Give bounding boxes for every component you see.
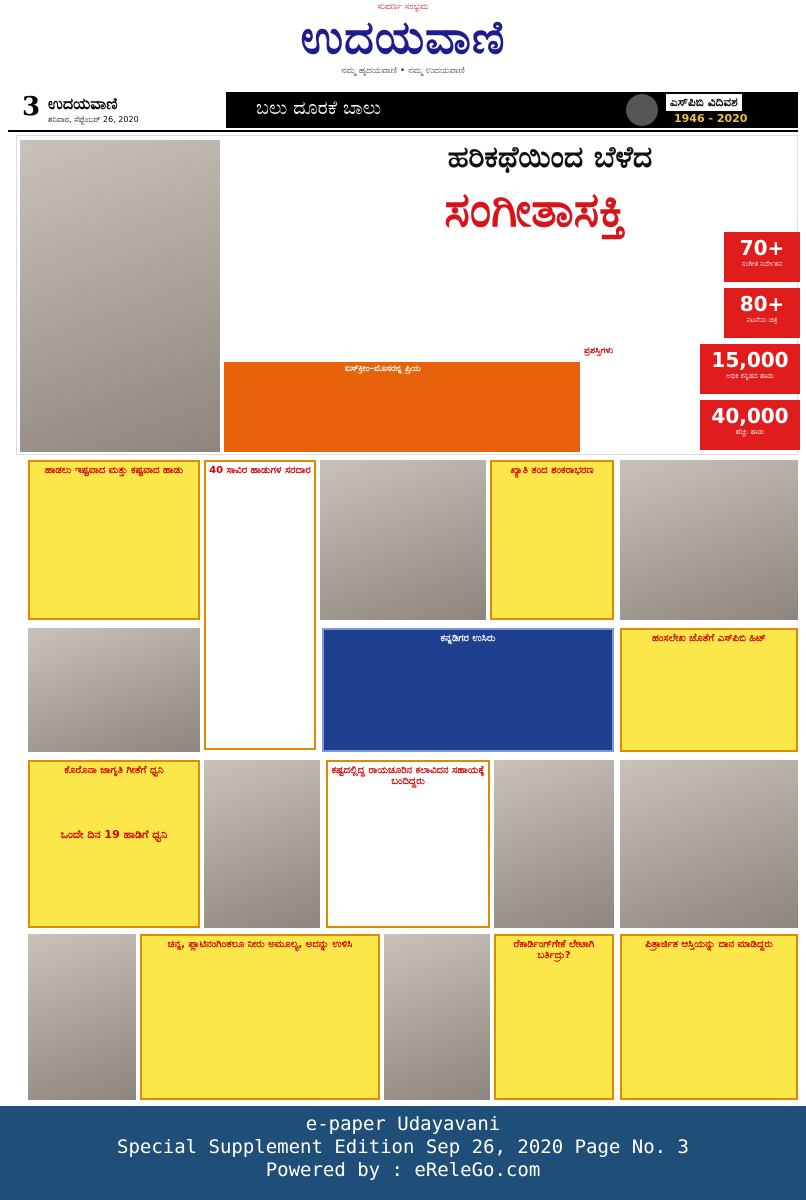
box-heading: ಚಿನ್ನ, ಪ್ಲಾಟಿನಂಗಿಂತಲೂ ನೀರು ಅಮೂಲ್ಯ, ಅದನ್ನು ಉಳಿಸಿ (167, 939, 353, 950)
box-heading: ಹಂಸಲೇಖ ಜೊತೆಗೆ ಎಸ್‌ಪಿಬಿ ಹಿಟ್ (652, 633, 766, 644)
hero-text-column-1 (224, 142, 332, 357)
singer-photo (494, 760, 614, 928)
stat-badge (724, 288, 800, 338)
box-heading: ಕೊರೊನಾ ಜಾಗೃತಿ ಗೀತೆಗೆ ಧ್ವನಿ (64, 765, 164, 776)
couple-photo (28, 628, 200, 752)
hero-headline-large: ಸಂಗೀತಾಸಕ್ತಿ (340, 182, 730, 246)
info-box-kannadigas-breath (322, 628, 614, 752)
page-header-strip (8, 88, 798, 132)
footer-line-1: e-paper Udayavani (305, 1113, 501, 1135)
hero-text-column-4 (584, 252, 720, 342)
hero-headline: ಹರಿಕಥೆಯಿಂದ ಬೆಳೆದ (447, 140, 653, 175)
stat-number: 80+ (739, 292, 785, 316)
info-box-corona-song (28, 760, 200, 928)
stat-label: ಅಧಿಕ ಕನ್ನಡದ ಹಾಡು (726, 372, 774, 380)
masthead-tag: ಸುವರ್ಣ ಸಂಭ್ರಮ (377, 2, 429, 12)
stat-badge (700, 344, 800, 394)
portrait-thumbnail (626, 94, 658, 126)
hero-portrait-photo (20, 140, 220, 452)
group-photo (320, 460, 486, 620)
stat-number: 70+ (739, 236, 785, 260)
info-box-40000-songs (204, 460, 316, 750)
info-box-shankarabharanam (490, 460, 614, 620)
stat-label: ನಟನೆಯ ಚಿತ್ರ (746, 316, 778, 324)
box-heading: ಹಾಡಲು ಇಷ್ಟವಾದ ಮತ್ತು ಕಷ್ಟವಾದ ಹಾಡು (44, 465, 184, 476)
stat-label: ಸಂಗೀತ ನಿರ್ದೇಶನ (741, 260, 783, 268)
stat-badge (724, 232, 800, 282)
stat-badge (700, 400, 800, 450)
box-heading: ರೆಕಾರ್ಡಿಂಗ್‌ಗೇಕೆ ಲೇಟಾಗಿ ಬರ್ತಿದ್ರು? (513, 939, 595, 961)
awards-subhead: ಪ್ರಶಸ್ತಿಗಳು (584, 346, 614, 356)
paper-name: ಉದಯವಾಣಿ (48, 94, 118, 113)
box-heading: 40 ಸಾವಿರ ಹಾಡುಗಳ ಸರದಾರ (209, 465, 311, 476)
footer-line-2: Special Supplement Edition Sep 26, 2020 Page No. 3 (117, 1136, 689, 1158)
page-number: 3 (22, 92, 41, 122)
info-box-donated-property (620, 934, 798, 1100)
hero-text-column-3 (462, 252, 580, 342)
issue-date: ಶನಿವಾರ, ಸೆಪ್ಟೆಂಬರ್ 26, 2020 (48, 115, 139, 124)
section-title: ಬಲು ದೂರಕೆ ಬಾಲು (256, 97, 382, 119)
embrace-photo (620, 460, 798, 620)
box-subheading: ಒಂದೇ ದಿನ 19 ಹಾಡಿಗೆ ಧ್ವನಿ (60, 828, 168, 841)
stat-number: 15,000 (711, 348, 789, 372)
newspaper-logo: ಉದಯವಾಣಿ (300, 10, 506, 64)
young-portrait-photo (384, 934, 490, 1100)
stat-number: 40,000 (711, 404, 789, 428)
recording-photo (620, 760, 798, 928)
footer-line-3: Powered by : eReleGo.com (265, 1159, 541, 1181)
info-box-hamsalekha-hits (620, 628, 798, 752)
epaper-footer (0, 1106, 806, 1200)
box-heading: ಕಷ್ಟದಲ್ಲಿದ್ದ ರಾಯಚೂರಿನ ಕಲಾವಿದನ ಸಹಾಯಕ್ಕೆ ಬಂದಿದ್ದರು (331, 765, 485, 787)
section-banner (226, 92, 798, 128)
stat-label: ಹೆಚ್ಚು ಹಾಡು (735, 428, 765, 436)
tribute-label: ಎಸ್‌ಪಿಬಿ ವಿದಿವಶ (666, 94, 742, 111)
masthead (0, 0, 806, 88)
portrait-photo (204, 760, 320, 928)
info-box-raichur-artist (326, 760, 490, 928)
food-subhead: ಐಸ್‌ಕ್ರೀಂ–ಮೊಸರನ್ನ ಪ್ರಿಯ (345, 364, 421, 374)
masthead-tagline: ನಮ್ಮ ಹೃದಯವಾಣಿ • ನಮ್ಮ ಉದಯವಾಣಿ (341, 66, 465, 76)
office-photo (28, 934, 136, 1100)
info-box-save-water (140, 934, 380, 1100)
box-heading: ಖ್ಯಾತಿ ತಂದ ಶಂಕರಾಭರಣ (510, 465, 594, 476)
info-box-favourite-songs (28, 460, 200, 620)
box-body (30, 779, 198, 825)
tribute-years: 1946 - 2020 (674, 112, 748, 125)
box-heading: ಕನ್ನಡಿಗರ ಉಸಿರು (440, 633, 496, 644)
box-heading: ಪಿತ್ರಾರ್ಜಿತ ಆಸ್ತಿಯನ್ನು ದಾನ ಮಾಡಿದ್ದರು (645, 939, 773, 950)
hero-orange-panel (224, 362, 580, 452)
info-box-late-recording (494, 934, 614, 1100)
